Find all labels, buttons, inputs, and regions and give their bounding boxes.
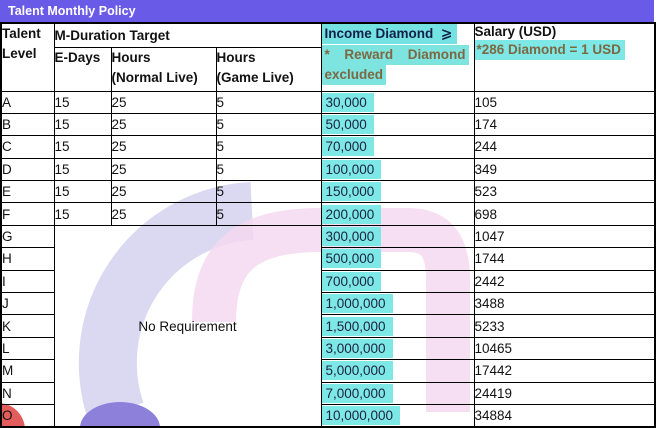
talent-level-cell: B [1,113,54,135]
salary-cell: 5233 [474,315,655,337]
gte-symbol: ⩾ [440,26,453,42]
income-diamond-cell [321,203,474,225]
salary-cell: 1744 [474,248,655,270]
salary-cell: 17442 [474,360,655,382]
hours-normal-cell: 25 [111,158,216,180]
income-diamond-cell [321,113,474,135]
income-value-highlight: 3,000,000 [322,339,393,358]
income-diamond-cell [321,248,474,270]
talent-level-cell: F [1,203,54,225]
income-value-highlight: 150,000 [322,182,382,201]
income-diamond-label: Income Diamond ⩾ [322,24,457,44]
income-value-highlight: 300,000 [322,227,382,246]
hours-game-cell: 5 [216,113,321,135]
income-value-highlight: 50,000 [322,115,374,134]
header-e-days: E-Days [54,47,111,91]
salary-cell: 3488 [474,293,655,315]
salary-cell: 523 [474,181,655,203]
talent-level-cell: O [1,404,54,427]
salary-cell: 1047 [474,225,655,247]
income-diamond-cell [321,181,474,203]
talent-level-cell: E [1,181,54,203]
e-days-cell: 15 [54,136,111,158]
salary-cell: 105 [474,91,655,113]
hours-normal-cell: 25 [111,113,216,135]
e-days-cell: 15 [54,203,111,225]
header-talent-line2: Level [2,46,37,61]
talent-level-cell: L [1,337,54,359]
table-row-G [1,225,655,247]
header-m-duration-target: M-Duration Target [54,23,321,47]
income-diamond-cell [321,91,474,113]
talent-level-cell: C [1,136,54,158]
talent-level-cell: D [1,158,54,180]
income-value-highlight: 200,000 [322,205,382,224]
talent-level-cell: G [1,225,54,247]
hours-game-cell: 5 [216,203,321,225]
table-row-F [1,203,655,225]
header-salary [474,23,655,91]
income-value-highlight: 500,000 [322,249,382,268]
hours-normal-cell: 25 [111,181,216,203]
table-row-B [1,113,655,135]
salary-cell: 2442 [474,270,655,292]
e-days-cell: 15 [54,158,111,180]
hours-normal-cell: 25 [111,136,216,158]
income-diamond-cell [321,337,474,359]
talent-policy-table [0,22,656,428]
header-income-diamond [321,23,474,91]
income-diamond-cell [321,315,474,337]
talent-level-cell: I [1,270,54,292]
income-value-highlight: 10,000,000 [322,406,401,425]
income-diamond-cell [321,270,474,292]
page-title: Talent Monthly Policy [0,0,654,22]
talent-level-cell: H [1,248,54,270]
header-talent-level [1,23,54,91]
income-diamond-cell [321,293,474,315]
table-row-C [1,136,655,158]
income-value-highlight: 70,000 [322,137,374,156]
hours-game-cell: 5 [216,136,321,158]
talent-level-cell: K [1,315,54,337]
income-diamond-cell [321,158,474,180]
income-value-highlight: 30,000 [322,93,374,112]
diamond-rate-note: *286 Diamond = 1 USD [475,40,625,60]
header-talent-line1: Talent [2,26,41,41]
income-diamond-cell [321,382,474,404]
salary-cell: 244 [474,136,655,158]
talent-level-cell: A [1,91,54,113]
no-requirement-cell: No Requirement [54,225,321,427]
salary-cell: 174 [474,113,655,135]
salary-cell: 24419 [474,382,655,404]
e-days-cell: 15 [54,113,111,135]
salary-label: Salary (USD) [474,24,557,39]
income-value-highlight: 700,000 [322,272,382,291]
hours-normal-cell: 25 [111,91,216,113]
hours-game-cell: 5 [216,91,321,113]
e-days-cell: 15 [54,91,111,113]
header-hours-game: Hours (Game Live) [216,47,321,91]
table-row-A [1,91,655,113]
table-row-E [1,181,655,203]
salary-cell: 698 [474,203,655,225]
income-value-highlight: 1,000,000 [322,294,393,313]
income-value-highlight: 1,500,000 [322,317,393,336]
talent-level-cell: J [1,293,54,315]
income-diamond-cell [321,404,474,427]
table-row-D [1,158,655,180]
header-hours-normal: Hours (Normal Live) [111,47,216,91]
salary-cell: 349 [474,158,655,180]
income-value-highlight: 7,000,000 [322,384,393,403]
income-diamond-cell [321,136,474,158]
income-value-highlight: 100,000 [322,160,382,179]
salary-cell: 34884 [474,404,655,427]
salary-cell: 10465 [474,337,655,359]
e-days-cell: 15 [54,181,111,203]
talent-level-cell: N [1,382,54,404]
hours-normal-cell: 25 [111,203,216,225]
hours-game-cell: 5 [216,181,321,203]
income-diamond-cell [321,360,474,382]
income-value-highlight: 5,000,000 [322,361,393,380]
reward-diamond-note: * Reward Diamond [322,45,469,65]
hours-game-cell: 5 [216,158,321,180]
reward-diamond-note-line2: excluded [322,65,387,85]
talent-level-cell: M [1,360,54,382]
income-diamond-cell [321,225,474,247]
